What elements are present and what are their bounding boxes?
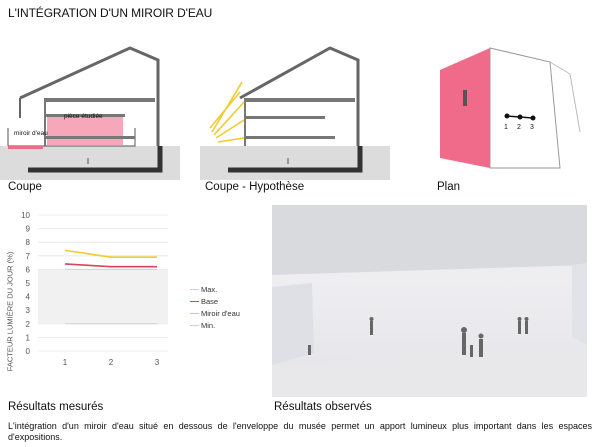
ytick-3: 3 (25, 306, 30, 316)
legend-line-base (190, 301, 199, 302)
ytick-4: 4 (25, 292, 30, 302)
xtick-0: 1 (62, 358, 68, 367)
ytick-10: 10 (21, 211, 30, 220)
footer-caption: L'intégration d'un miroir d'eau situé en dessous de l'enveloppe du musée permet un apport lumineux plus important dans les espaces d'expositions. (8, 421, 592, 442)
hypothese-section-drawing (200, 40, 390, 180)
legend-line-max (190, 289, 199, 290)
daylight-factor-chart (0, 205, 260, 400)
ytick-2: 2 (25, 319, 30, 329)
observes-caption: Résultats observés (274, 401, 372, 413)
legend-line-miroir (190, 313, 199, 314)
xtick-1: 2 (108, 358, 114, 367)
xtick-2: 3 (154, 358, 160, 367)
page-title: L'INTÉGRATION D'UN MIROIR D'EAU (8, 6, 213, 20)
coupe-section-drawing (0, 40, 180, 180)
hypothese-caption: Coupe - Hypothèse (205, 181, 305, 193)
plan-point-3: 3 (530, 124, 534, 131)
ytick-7: 7 (25, 251, 30, 261)
plan-point-2: 2 (517, 124, 521, 131)
legend-max: Max. (201, 285, 218, 294)
rendering-image (272, 205, 587, 397)
ytick-1: 1 (25, 333, 30, 343)
plan-caption: Plan (437, 181, 461, 193)
ytick-6: 6 (25, 265, 30, 275)
plan-drawing (430, 40, 600, 180)
legend-line-min (190, 325, 199, 326)
mesures-caption: Résultats mesurés (8, 401, 104, 413)
ytick-8: 8 (25, 238, 30, 248)
ytick-9: 9 (25, 224, 30, 234)
chart-ylabel: FACTEUR LUMIÈRE DU JOUR (%) (5, 251, 15, 372)
legend-min: Min. (201, 321, 216, 330)
ytick-0: 0 (25, 347, 30, 356)
legend-miroir: Miroir d'eau (201, 309, 240, 318)
min-max-band (38, 269, 168, 323)
coupe-label-piece: pièce étudiée (64, 113, 103, 120)
legend-base: Base (201, 297, 219, 306)
plan-point-1: 1 (504, 124, 508, 131)
ytick-5: 5 (25, 279, 30, 288)
coupe-label-miroir: miroir d'eau (14, 130, 48, 137)
coupe-caption: Coupe (8, 181, 42, 193)
